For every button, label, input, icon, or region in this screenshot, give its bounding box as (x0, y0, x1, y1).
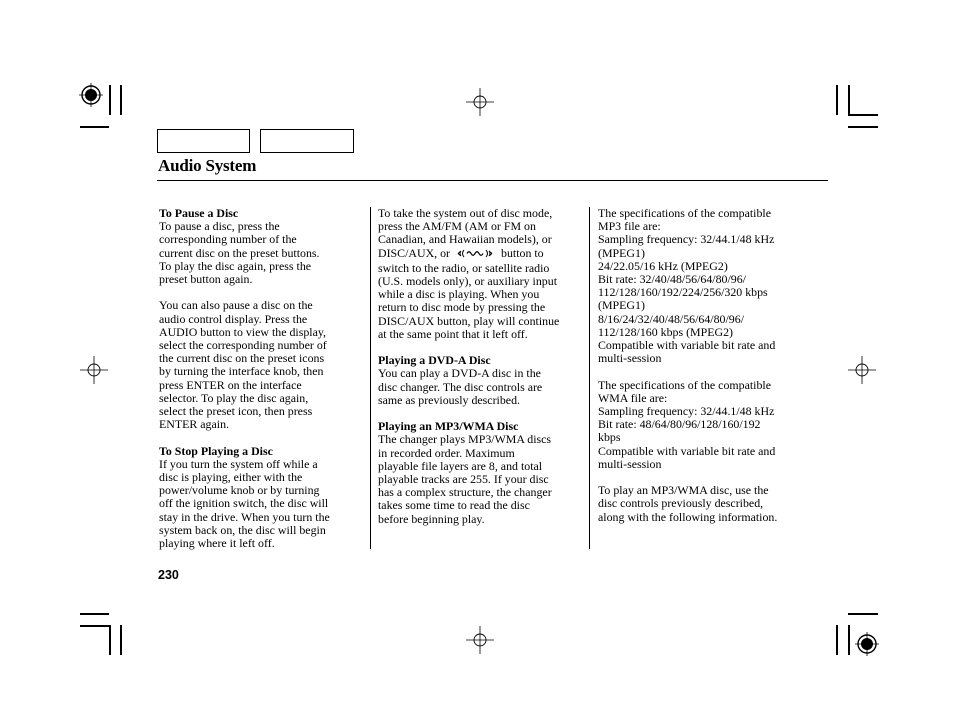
text-line: corresponding number of the (159, 232, 297, 247)
text-line: along with the following information. (598, 509, 778, 524)
text-line: The specifications of the compatible (598, 377, 772, 392)
heading-dvd-a: Playing a DVD-A Disc (378, 353, 491, 368)
text-line: preset button again. (159, 272, 253, 287)
text-line: playable file layers are 8, and total (378, 458, 543, 473)
crop-mark (848, 126, 878, 128)
text-line: at the same point that it left off. (378, 326, 528, 341)
text-line: has a complex structure, the changer (378, 485, 552, 500)
column-divider (370, 207, 371, 549)
text-line: takes some time to read the disc (378, 498, 530, 513)
text-line: press the AM/FM (AM or FM on (378, 219, 536, 234)
crop-mark (80, 613, 109, 615)
column-1 (159, 207, 364, 550)
text-line: stay in the drive. When you turn the (159, 509, 330, 524)
text-line: selector. To play the disc again, (159, 390, 309, 405)
heading-pause-disc: To Pause a Disc (159, 206, 239, 220)
crop-mark (80, 625, 109, 627)
text-line: by turning the interface knob, then (159, 364, 324, 379)
text-line: multi-session (598, 351, 662, 366)
text-line: switch to the radio, or satellite radio (378, 260, 550, 275)
text-line: 112/128/160 kbps (MPEG2) (598, 324, 733, 339)
text-line: AUDIO button to view the display, (159, 324, 326, 339)
registration-mark-bottom-right (853, 630, 883, 660)
column-2 (378, 207, 583, 526)
crop-mark (120, 625, 122, 655)
text-line: (MPEG1) (598, 298, 645, 313)
text-line: select the corresponding number of (159, 338, 327, 353)
crop-mark (836, 625, 838, 655)
text-line: If you turn the system off while a (159, 456, 318, 471)
text-line: press ENTER on the interface (159, 377, 302, 392)
text-line: Canadian, and Hawaiian models), or (378, 232, 552, 247)
text-line: return to disc mode by pressing the (378, 300, 546, 315)
text-line: Bit rate: 48/64/80/96/128/160/192 (598, 417, 761, 432)
header-tab-2 (260, 129, 354, 153)
text-line: kbps (598, 430, 621, 445)
registration-mark-top-left (78, 82, 108, 112)
text-line: To play the disc again, press the (159, 258, 312, 273)
crop-mark (836, 85, 838, 115)
text-line: WMA file are: (598, 390, 668, 405)
text-line: (U.S. models only), or auxiliary input (378, 274, 557, 289)
text-line: same as previously described. (378, 392, 520, 407)
crop-mark (848, 625, 850, 655)
text-line: To take the system out of disc mode, (378, 206, 553, 220)
text-line: To play an MP3/WMA disc, use the (598, 483, 769, 498)
text-line: multi-session (598, 456, 662, 471)
text-line: the current disc on the preset icons (159, 351, 325, 366)
header-tab-1 (157, 129, 250, 153)
radio-signal-icon (457, 248, 493, 262)
text-line: Sampling frequency: 32/44.1/48 kHz (598, 232, 775, 247)
text-line: disc is playing, either with the (159, 470, 303, 485)
text-line: Sampling frequency: 32/44.1/48 kHz (598, 404, 775, 419)
text-line: Compatible with variable bit rate and (598, 443, 776, 458)
text-line: 112/128/160/192/224/256/320 kbps (598, 285, 768, 300)
page-number: 230 (158, 568, 179, 582)
text-line: off the ignition switch, the disc will (159, 496, 329, 511)
text-line: ENTER again. (159, 417, 230, 432)
section-title: Audio System (158, 156, 257, 175)
text-line: 8/16/24/32/40/48/56/64/80/96/ (598, 311, 744, 326)
crop-mark (109, 85, 111, 115)
crop-mark (848, 613, 878, 615)
text-line: You can also pause a disc on the (159, 298, 313, 313)
text-fragment: DISC/AUX, or (378, 245, 451, 260)
text-line: select the preset icon, then press (159, 404, 313, 419)
crop-mark (848, 85, 850, 115)
heading-mp3-wma: Playing an MP3/WMA Disc (378, 419, 519, 434)
text-line: You can play a DVD-A disc in the (378, 366, 541, 381)
text-line: MP3 file are: (598, 219, 661, 234)
text-line: power/volume knob or by turning (159, 483, 320, 498)
text-line: Compatible with variable bit rate and (598, 338, 776, 353)
registration-crosshair-bottom (466, 626, 494, 654)
text-line: before beginning play. (378, 511, 485, 526)
text-line: audio control display. Press the (159, 311, 308, 326)
text-line: system back on, the disc will begin (159, 522, 326, 537)
registration-crosshair-left (80, 356, 108, 384)
text-line: disc changer. The disc controls are (378, 379, 543, 394)
text-line: playable tracks are 255. If your disc (378, 472, 549, 487)
crop-mark (120, 85, 122, 115)
text-line: (MPEG1) (598, 245, 645, 260)
crop-mark (848, 114, 878, 116)
text-line: disc controls previously described, (598, 496, 764, 511)
registration-crosshair-top (466, 88, 494, 116)
heading-stop-disc: To Stop Playing a Disc (159, 443, 273, 458)
text-line: in recorded order. Maximum (378, 445, 515, 460)
registration-crosshair-right (848, 356, 876, 384)
crop-mark (109, 625, 111, 655)
text-line: To pause a disc, press the (159, 219, 280, 234)
text-line: DISC/AUX button, play will continue (378, 313, 560, 328)
text-fragment: button to (501, 245, 544, 260)
column-3 (598, 207, 813, 524)
text-line: 24/22.05/16 kHz (MPEG2) (598, 258, 728, 273)
text-line: The specifications of the compatible (598, 206, 772, 220)
text-line: The changer plays MP3/WMA discs (378, 432, 552, 447)
crop-mark (80, 126, 109, 128)
text-line: current disc on the preset buttons. (159, 245, 320, 260)
text-line: while a disc is playing. When you (378, 287, 540, 302)
text-line: Bit rate: 32/40/48/56/64/80/96/ (598, 272, 746, 287)
header-rule (157, 180, 828, 181)
column-divider (589, 207, 590, 549)
text-line: playing where it left off. (159, 536, 275, 551)
text-line-with-icon (378, 247, 583, 262)
